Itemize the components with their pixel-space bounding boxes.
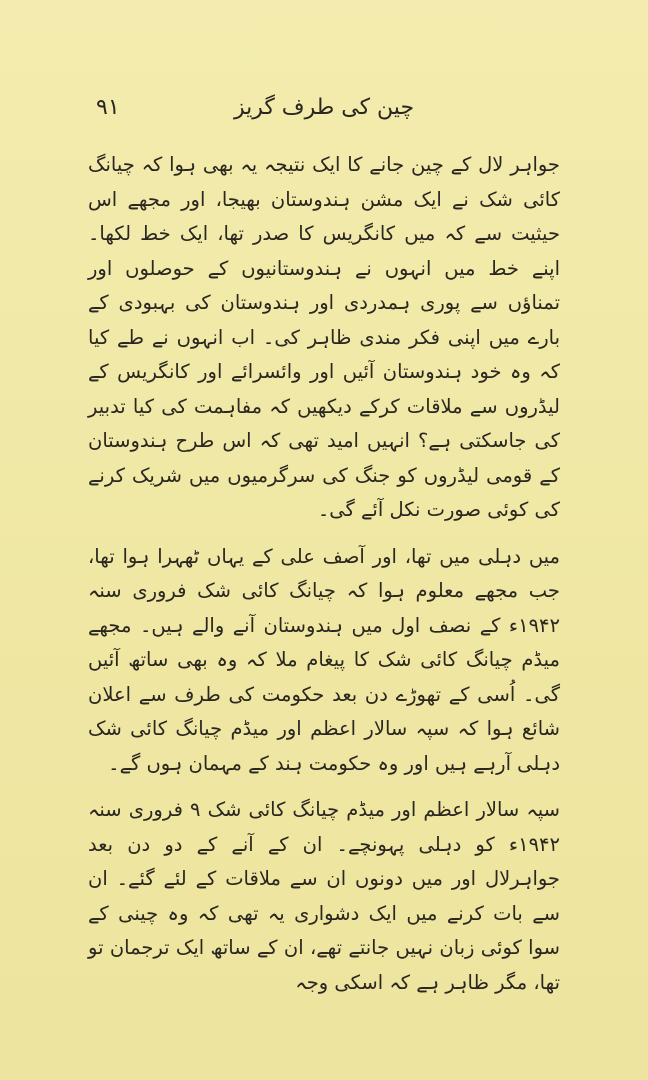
running-title: چین کی طرف گریز <box>233 95 415 120</box>
page-header <box>96 94 552 130</box>
paragraph-1: جواہر لال کے چین جانے کا ایک نتیجہ یہ بھی ہوا کہ چیانگ کائی شک نے ایک مشن ہندوستان بھیجا، اور مجھے اس حیثیت سے کہ میں کانگریس کا صدر تھا، ایک خط لکھا۔ اپنے خط میں انہوں نے ہندوستانیوں کے حوصلوں اور تمناؤں سے پوری ہمدردی اور ہندوستان کی بہبودی کے بارے میں اپنی فکر مندی ظاہر کی۔ اب انہوں نے طے کیا کہ وہ خود ہندوستان آئیں اور وائسرائے اور کانگریس کے لیڈروں سے ملاقات کرکے دیکھیں کہ مفاہمت کی کیا تدبیر کی جاسکتی ہے؟ انہیں امید تھی کہ اس طرح ہندوستان کے قومی لیڈروں کو جنگ کی سرگرمیوں میں شریک کرنے کی کوئی صورت نکل آئے گی۔ <box>88 153 560 521</box>
page-number: ۹۱ <box>96 95 120 120</box>
paragraph-3: سپہ سالار اعظم اور میڈم چیانگ کائی شک ۹ فروری سنہ ۱۹۴۲ء کو دہلی پہونچے۔ ان کے آنے کے دو دن بعد جواہرلال اور میں دونوں ان سے ملاقات کے لئے گئے۔ ان سے بات کرنے میں ایک دشواری یہ تھی کہ وہ چینی کے سوا کوئی زبان نہیں جانتے تھے، ان کے ساتھ ایک ترجمان تو تھا، مگر ظاہر ہے کہ اسکی وجہ <box>88 798 560 994</box>
paragraph-2: میں دہلی میں تھا، اور آصف علی کے یہاں ٹھہرا ہوا تھا، جب مجھے معلوم ہوا کہ چیانگ کائی شک فروری سنہ ۱۹۴۲ء کے نصف اول میں ہندوستان آنے والے ہیں۔ مجھے میڈم چیانگ کائی شک کا پیغام ملا کہ وہ بھی ساتھ آئیں گی۔ اُسی کے تھوڑے دن بعد حکومت کی طرف سے اعلان شائع ہوا کہ سپہ سالار اعظم اور میڈم چیانگ کائی شک دہلی آرہے ہیں اور وہ حکومت ہند کے مہمان ہوں گے۔ <box>88 544 560 775</box>
body-text <box>88 148 560 1000</box>
